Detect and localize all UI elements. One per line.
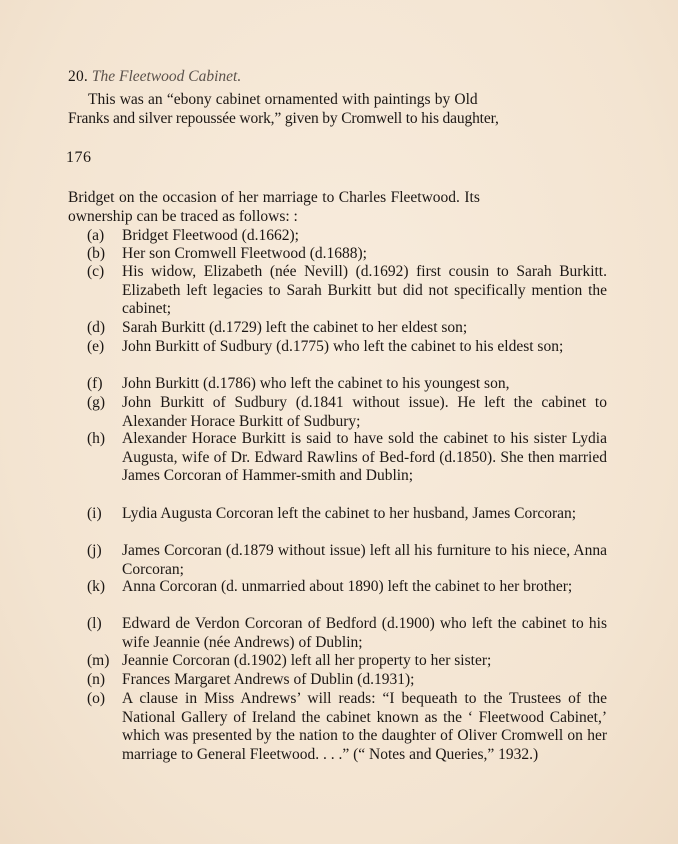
- list-item-l: [87, 615, 607, 652]
- list-item-a: [87, 227, 607, 246]
- item-label: (a): [87, 227, 105, 244]
- item-label: (n): [87, 671, 106, 688]
- paragraph-line-1: Bridget on the occasion of her marriage to Charles Fleetwood. Its: [68, 189, 480, 206]
- list-item-c: [87, 263, 607, 319]
- item-text: John Burkitt of Sudbury (d.1775) who left the cabinet to his eldest son;: [122, 338, 564, 355]
- item-label: (m): [87, 652, 110, 669]
- item-text: Frances Margaret Andrews of Dublin (d.1931);: [122, 671, 415, 688]
- item-text: Alexander Horace Burkitt is said to have sold the cabinet to his sister Lydia Augusta, wife of Dr. Edward Rawlins of Bed-ford (d.1850). She then married James Corcoran of Hammer-smith and Dublin;: [122, 430, 607, 485]
- item-text: Anna Corcoran (d. unmarried about 1890) left the cabinet to her brother;: [122, 578, 573, 595]
- section-heading: [68, 68, 241, 86]
- item-text: A clause in Miss Andrews’ will reads: “I bequeath to the Trustees of the National Gallery of Ireland the cabinet known as the ‘ Fleetwood Cabinet,’ which was presented by the nation to the daughter of Oliver Cromwell on her marriage to General Fleetwood. . . .” (“ Notes and Queries,” 1932.): [122, 690, 607, 764]
- intro-line-2: Franks and silver repoussée work,” given by Cromwell to his daughter,: [68, 110, 499, 127]
- item-text: Sarah Burkitt (d.1729) left the cabinet to her eldest son;: [122, 319, 468, 336]
- item-label: (i): [87, 505, 102, 522]
- item-label: (l): [87, 615, 102, 632]
- item-label: (d): [87, 319, 106, 336]
- list-item-k: [87, 578, 607, 597]
- item-label: (e): [87, 338, 105, 355]
- item-text: Lydia Augusta Corcoran left the cabinet to her husband, James Corcoran;: [122, 505, 577, 522]
- page-number: 176: [66, 149, 92, 166]
- list-item-f: [87, 375, 607, 394]
- list-item-n: [87, 671, 607, 690]
- item-label: (h): [87, 430, 106, 447]
- item-text: John Burkitt of Sudbury (d.1841 without issue). He left the cabinet to Alexander Horace Burkitt of Sudbury;: [122, 394, 607, 430]
- item-text: Her son Cromwell Fleetwood (d.1688);: [122, 245, 367, 262]
- list-item-g: [87, 394, 607, 431]
- item-label: (f): [87, 375, 103, 392]
- item-text: Jeannie Corcoran (d.1902) left all her property to her sister;: [122, 652, 492, 669]
- item-text: James Corcoran (d.1879 without issue) left all his furniture to his niece, Anna Corcoran;: [122, 542, 607, 578]
- list-item-d: [87, 319, 607, 338]
- item-text: John Burkitt (d.1786) who left the cabinet to his youngest son,: [122, 375, 510, 392]
- list-item-h: [87, 430, 607, 486]
- intro-line-1: This was an “ebony cabinet ornamented with paintings by Old: [88, 91, 478, 108]
- item-text: Edward de Verdon Corcoran of Bedford (d.1900) who left the cabinet to his wife Jeannie (née Andrews) of Dublin;: [122, 615, 607, 651]
- item-label: (c): [87, 263, 105, 280]
- item-label: (o): [87, 690, 106, 707]
- item-label: (k): [87, 578, 106, 595]
- list-item-o: [87, 690, 607, 765]
- list-item-e: [87, 338, 607, 357]
- section-title: The Fleetwood Cabinet.: [91, 68, 242, 85]
- paragraph-line-2: ownership can be traced as follows: :: [68, 208, 298, 225]
- list-item-j: [87, 542, 607, 579]
- item-label: (g): [87, 394, 106, 411]
- list-item-i: [87, 505, 607, 524]
- item-text: Bridget Fleetwood (d.1662);: [122, 227, 299, 244]
- item-label: (b): [87, 245, 106, 262]
- list-item-b: [87, 245, 607, 264]
- item-text: His widow, Elizabeth (née Nevill) (d.1692) first cousin to Sarah Burkitt. Elizabeth left legacies to Sarah Burkitt but did not specifically mention the cabinet;: [122, 263, 607, 318]
- section-number: 20.: [68, 68, 88, 85]
- list-item-m: [87, 652, 607, 671]
- item-label: (j): [87, 542, 102, 559]
